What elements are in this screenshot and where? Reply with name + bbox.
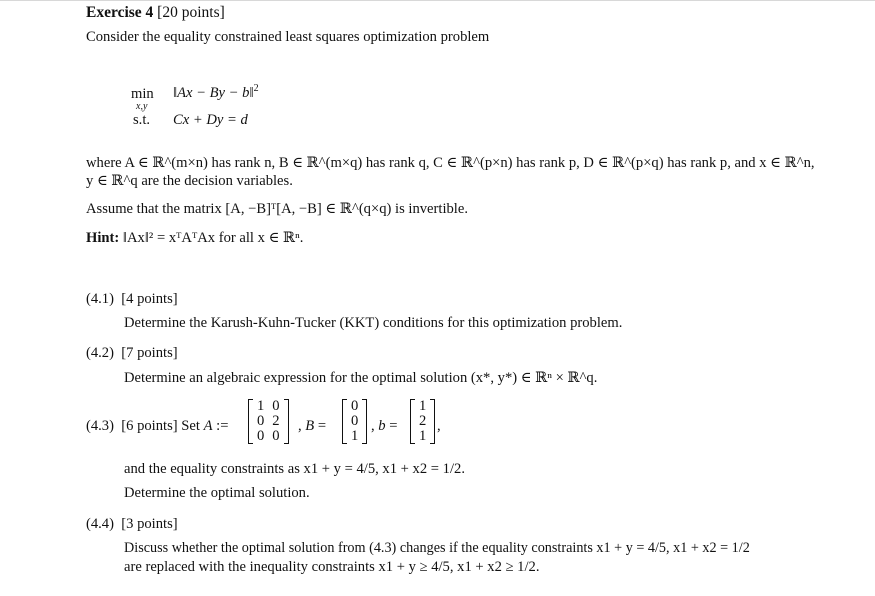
part-4-2-header: (4.2) [7 points] [86, 345, 178, 361]
problem-constraint: Cx + Dy = d [173, 112, 248, 128]
b-matrix-label: , B = [298, 418, 327, 434]
part-4-3-constraints: and the equality constraints as x1 + y = 4/5, x1 + x2 = 1/2. [124, 461, 465, 477]
problem-st: s.t. [133, 112, 151, 128]
hint [86, 230, 303, 247]
exercise-title: Exercise 4 [86, 4, 154, 21]
matrix-b: 0 0 1 [342, 399, 367, 444]
part-4-4-line-1: Discuss whether the optimal solution from (4.3) changes if the equality constraints x1 + y = 4/5, x1 + x2 = 1/2 [124, 540, 750, 556]
top-divider [0, 0, 875, 1]
exercise-intro: Consider the equality constrained least squares optimization problem [86, 29, 490, 45]
part-4-3-header: (4.3) [6 points] Set A := [86, 418, 229, 434]
matrix-a: 1 0 0 2 0 0 [248, 399, 289, 444]
hint-text: ‖Ax‖² = xᵀAᵀAx for all x ∈ ℝⁿ. [122, 230, 304, 246]
part-4-2-text: Determine an algebraic expression for the optimal solution (x*, y*) ∈ ℝⁿ × ℝ^q. [124, 370, 598, 386]
part-4-4-line-2: are replaced with the inequality constraints x1 + y ≥ 4/5, x1 + x2 ≥ 1/2. [124, 559, 540, 575]
problem-min: min [131, 86, 154, 102]
problem-objective: ‖Ax − By − b‖$^2$ [173, 83, 259, 101]
hint-label: Hint: [86, 230, 120, 246]
exercise-points: [20 points] [157, 4, 225, 21]
matrix-comma: , [437, 418, 441, 434]
problem-min-subscript: x,y [136, 101, 148, 112]
part-4-3-instruction: Determine the optimal solution. [124, 485, 310, 501]
exercise-heading [86, 4, 225, 22]
b-vector-label: , b = [371, 418, 398, 434]
assumption: Assume that the matrix [A, −B]ᵀ[A, −B] ∈ ℝ^(q×q) is invertible. [86, 201, 468, 217]
part-4-1-header: (4.1) [4 points] [86, 291, 178, 307]
part-4-4-header: (4.4) [3 points] [86, 516, 178, 532]
part-4-1-text: Determine the Karush-Kuhn-Tucker (KKT) conditions for this optimization problem. [124, 315, 623, 331]
where-line-2: y ∈ ℝ^q are the decision variables. [86, 173, 293, 189]
where-line-1: where A ∈ ℝ^(m×n) has rank n, B ∈ ℝ^(m×q) has rank q, C ∈ ℝ^(p×n) has rank p, D ∈ ℝ^(p×q) has rank p, and x ∈ ℝ^n, [86, 155, 815, 171]
vector-b: 1 2 1 [410, 399, 435, 444]
